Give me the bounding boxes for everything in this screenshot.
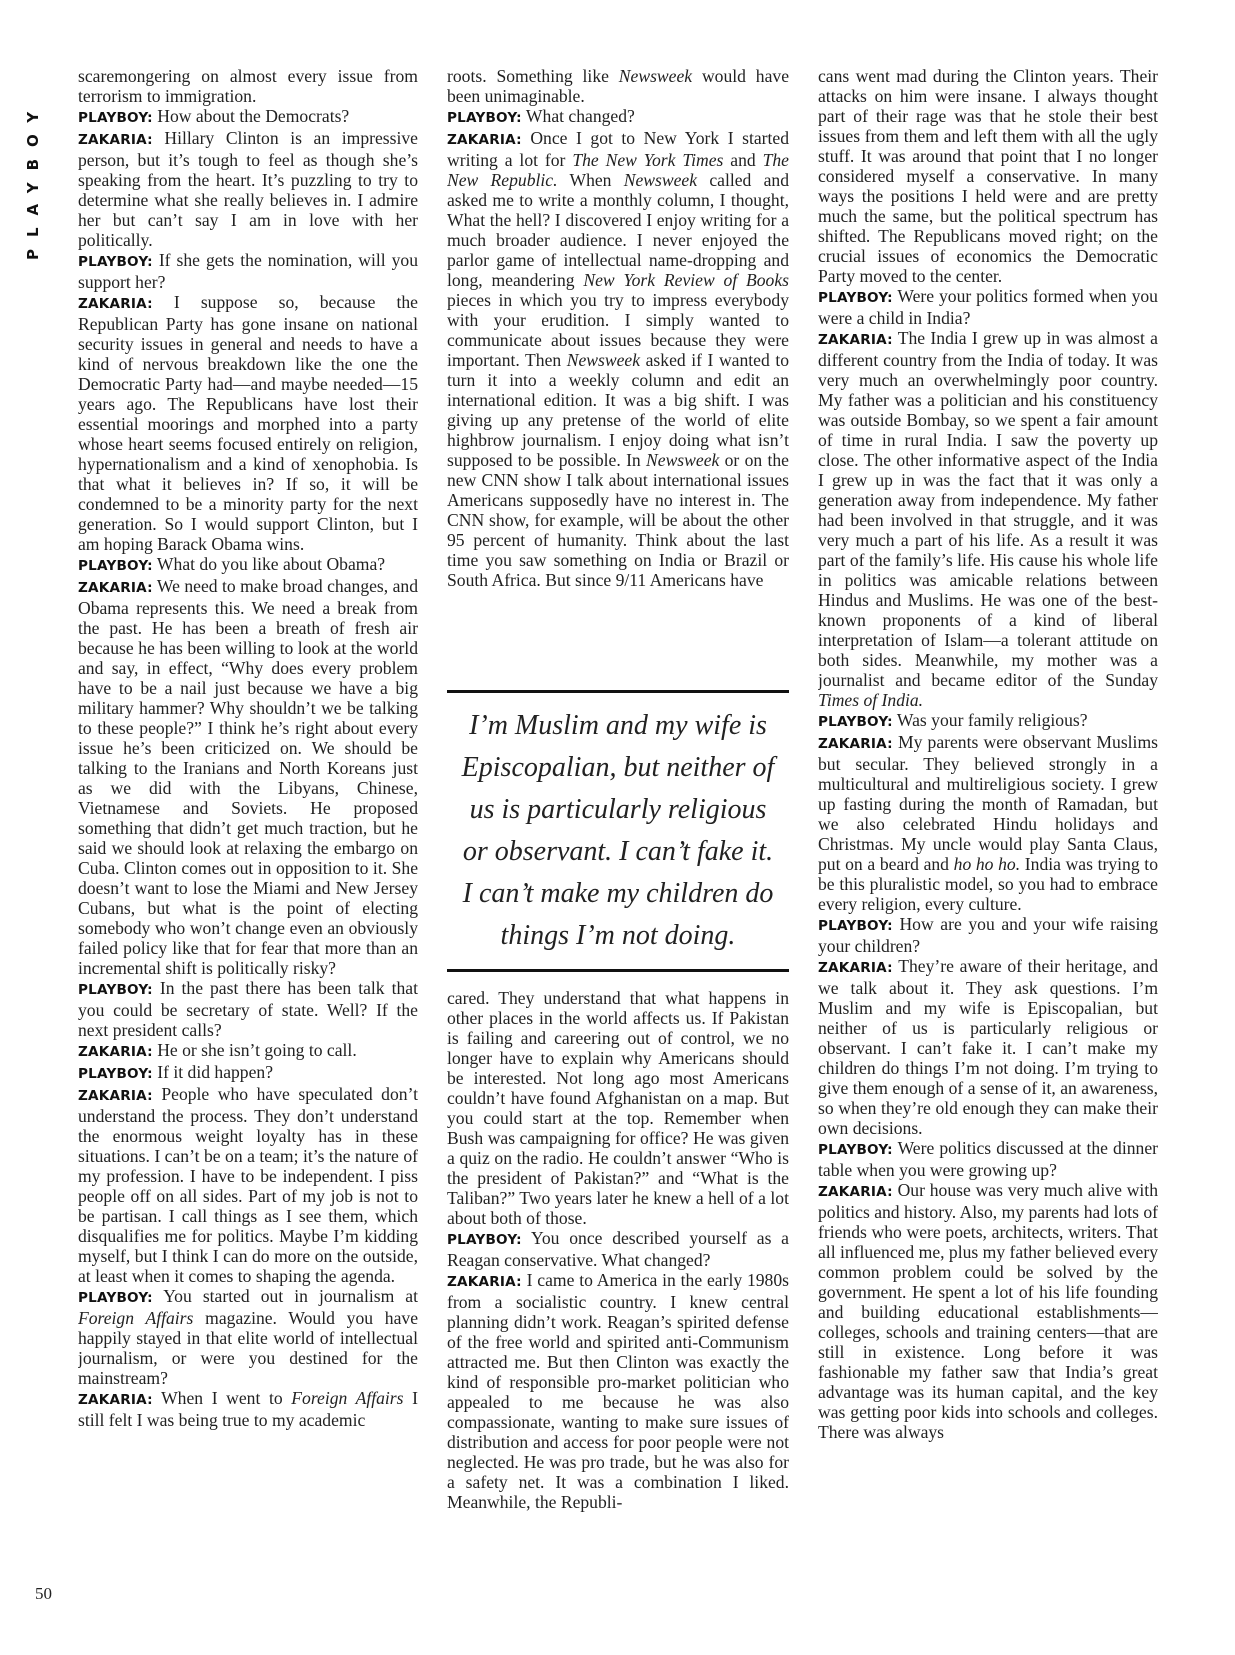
speaker-label: PLAYBOY:	[78, 558, 153, 574]
paragraph-text: They’re aware of their heritage, and we talk about it. They ask questions. I’m Muslim and my wife is Episcopalian, but neither of us is particularly religious or observant. I can’t fake it. I can’t make my children do things I’m not doing. I’m trying to give them enough of a sense of it, an awareness, so when they’re old enough they can make their own decisions.	[818, 956, 1158, 1138]
paragraph-text: Hillary Clinton is an impressive person, but it’s tough to feel as though she’s speaking from the heart. It’s puzzling to try to determine what she really believes in. I admire her but can’t say I am in love with her politically.	[78, 128, 418, 250]
speaker-label: ZAKARIA:	[78, 580, 153, 596]
interview-paragraph	[78, 1388, 418, 1430]
italic-title: ho ho ho.	[953, 854, 1021, 874]
interview-paragraph	[447, 106, 789, 128]
italic-title: Times of India.	[818, 690, 924, 710]
speaker-label: ZAKARIA:	[78, 296, 153, 312]
text-column-1	[78, 66, 418, 1596]
interview-paragraph	[78, 1040, 418, 1062]
interview-paragraph	[78, 250, 418, 292]
paragraph-text: scaremongering on almost every issue from terrorism to immigration.	[78, 66, 418, 106]
paragraph-text: I suppose so, because the Republican Party has gone insane on national security issues in general and needs to have a kind of nervous breakdown like the one the Democratic Party had—and maybe needed—15 years ago. The Republicans have lost their essential moorings and morphed into a party whose heart seems focused entirely on religion, hypernationalism and a kind of xenophobia. Is that what it believes in? If so, it will be condemned to be a minority party for the next generation. So I would support Clinton, but I am hoping Barack Obama wins.	[78, 292, 418, 554]
interview-paragraph	[818, 286, 1158, 328]
paragraph-text: would have been unimaginable.	[447, 66, 789, 106]
paragraph-text: People who have speculated don’t understand the process. They don’t understand the enormous weight loyalty has in these situations. I can’t be on a team; it’s the nature of my profession. I have to be independent. I piss people off on all sides. Part of my job is not to be partisan. I call things as I see them, which disqualifies me for politics. Maybe I’m kidding myself, but I think I can do more on the outside, at least when it comes to shaping the agenda.	[78, 1084, 418, 1286]
paragraph-text: If it did happen?	[157, 1062, 274, 1082]
speaker-label: ZAKARIA:	[447, 1274, 522, 1290]
paragraph-text: pieces in which you try to impress everybody with your erudition. I simply wanted to communicate about issues because they were important. Then	[447, 290, 789, 370]
paragraph-text: When	[557, 170, 624, 190]
pull-quote	[447, 690, 789, 972]
speaker-label: ZAKARIA:	[78, 1392, 153, 1408]
paragraph-text: I still felt I was being true to my academic	[78, 1388, 418, 1430]
speaker-label: PLAYBOY:	[447, 1232, 522, 1248]
italic-title: Newsweek	[566, 350, 641, 370]
interview-paragraph	[78, 128, 418, 250]
speaker-label: PLAYBOY:	[447, 110, 522, 126]
italic-title: New York Review of Books	[583, 270, 789, 290]
interview-paragraph	[818, 1180, 1158, 1442]
paragraph-text: If she gets the nomination, will you support her?	[78, 250, 418, 292]
paragraph-text: asked if I wanted to turn it into a weekly column and edit an international edition. It was a big shift. I was giving up any pretense of the world of elite highbrow journalism. I enjoy doing what isn’t supposed to be possible. In	[447, 350, 789, 470]
interview-paragraph	[78, 1062, 418, 1084]
speaker-label: ZAKARIA:	[818, 960, 893, 976]
paragraph-text: and	[723, 150, 763, 170]
italic-title: Newsweek	[623, 170, 698, 190]
page-number: 50	[35, 1584, 52, 1603]
text-column-2-bottom	[447, 988, 789, 1596]
italic-title: Foreign Affairs	[291, 1388, 404, 1408]
speaker-label: ZAKARIA:	[818, 736, 893, 752]
italic-title: Newsweek	[618, 66, 693, 86]
speaker-label: ZAKARIA:	[447, 132, 522, 148]
paragraph-text: How about the Democrats?	[157, 106, 350, 126]
paragraph-text: Were your politics formed when you were a child in India?	[818, 286, 1158, 328]
interview-paragraph	[818, 914, 1158, 956]
pull-quote-text: I’m Muslim and my wife is Episcopalian, but neither of us is particularly religious or observant. I can’t fake it. I can’t make my children do things I’m not doing.	[461, 710, 775, 951]
italic-title: The New York Times	[572, 150, 724, 170]
paragraph-text: cared. They understand that what happens in other places in the world affects us. If Pakistan is failing and careering out of control, we no longer have to explain why Americans should be interested. Not long ago most Americans couldn’t have found Afghanistan on a map. But you could start at the top. Remember when Bush was campaigning for office? He was given a quiz on the radio. He couldn’t answer “Who is the president of Pakistan?” and “What is the Taliban?” Two years later he knew a hell of a lot about both of those.	[447, 988, 789, 1228]
speaker-label: ZAKARIA:	[78, 1044, 153, 1060]
paragraph-text: Were politics discussed at the dinner table when you were growing up?	[818, 1138, 1158, 1180]
italic-title: The New Republic.	[447, 150, 789, 190]
interview-paragraph	[818, 328, 1158, 710]
interview-paragraph	[78, 554, 418, 576]
interview-paragraph	[78, 1286, 418, 1388]
interview-paragraph	[447, 1270, 789, 1512]
paragraph-text: We need to make broad changes, and Obama represents this. We need a break from the past. He has been a breath of fresh air because he has been willing to look at the world and say, in effect, “Why does every problem have to be a nail just because we have a big military hammer? Why shouldn’t we be talking to these people?” I think he’s right about every issue he’s been criticized on. We should be talking to the Iranians and North Koreans just as we did with the Libyans, Chinese, Vietnamese and Soviets. He proposed something that didn’t get much traction, but he said we should look at relaxing the embargo on Cuba. Clinton comes out in opposition to it. She doesn’t want to lose the Miami and New Jersey Cubans, but what is the point of electing somebody who won’t change even an obviously failed policy like that for fear that more than an incremental shift is politically risky?	[78, 576, 418, 978]
paragraph-text: called and asked me to write a monthly column, I thought, What the hell? I discovered I enjoy writing for a much broader audience. I never enjoyed the parlor game of intellectual name-dropping and long, meandering	[447, 170, 789, 290]
interview-paragraph	[818, 710, 1158, 732]
paragraph-text: Was your family religious?	[896, 710, 1088, 730]
interview-paragraph	[818, 732, 1158, 914]
paragraph-text: When I went to	[161, 1388, 292, 1408]
text-column-3	[818, 66, 1158, 1596]
paragraph-text: What changed?	[525, 106, 635, 126]
interview-paragraph	[447, 66, 789, 106]
italic-title: Newsweek	[646, 450, 720, 470]
italic-title: Foreign Affairs	[78, 1308, 194, 1328]
interview-paragraph	[78, 292, 418, 554]
speaker-label: PLAYBOY:	[818, 290, 893, 306]
interview-paragraph	[78, 106, 418, 128]
speaker-label: ZAKARIA:	[78, 1088, 153, 1104]
speaker-label: PLAYBOY:	[818, 714, 893, 730]
paragraph-text: cans went mad during the Clinton years. Their attacks on him were insane. I always thought part of their rage was that he stole their best issues from them and left them with all the ugly stuff. It was around that point that I no longer considered myself a conservative. In many ways the positions I held were and are pretty much the same, but the political spectrum has shifted. The Republicans moved right; on the crucial issues of economics the Democratic Party moved to the center.	[818, 66, 1158, 286]
interview-paragraph	[818, 1138, 1158, 1180]
interview-paragraph	[447, 988, 789, 1228]
paragraph-text: What do you like about Obama?	[156, 554, 386, 574]
paragraph-text: India was trying to be this pluralistic model, so you had to embrace every religion, every culture.	[818, 854, 1158, 914]
paragraph-text: In the past there has been talk that you could be secretary of state. Well? If the next president calls?	[78, 978, 418, 1040]
interview-paragraph	[78, 1084, 418, 1286]
paragraph-text: or on the new CNN show I talk about international issues Americans supposedly have no interest in. The CNN show, for example, will be about the other 95 percent of humanity. Think about the last time you saw something on India or Brazil or South Africa. But since 9/11 Americans have	[447, 450, 789, 590]
interview-paragraph	[447, 1228, 789, 1270]
paragraph-text: How are you and your wife raising your children?	[818, 914, 1158, 956]
speaker-label: PLAYBOY:	[78, 1066, 153, 1082]
paragraph-text: roots. Something like	[447, 66, 619, 86]
speaker-label: PLAYBOY:	[78, 982, 153, 998]
speaker-label: ZAKARIA:	[818, 1184, 893, 1200]
interview-paragraph	[447, 128, 789, 590]
speaker-label: PLAYBOY:	[78, 110, 153, 126]
paragraph-text: You started out in journalism at	[163, 1286, 418, 1306]
paragraph-text: The India I grew up in was almost a different country from the India of today. It was very much an overwhelmingly poor country. My father was a politician and his constituency was outside Bombay, so we spent a fair amount of time in rural India. I saw the poverty up close. The other informative aspect of the India I grew up in was the fact that it was only a generation away from independence. My father had been involved in that struggle, and it was very much a part of his life. As a result it was part of the family’s life. His cause his whole life in politics was amicable relations between Hindus and Muslims. He was one of the best-known proponents of a kind of liberal interpretation of Islam—a tolerant attitude on both sides. Meanwhile, my mother was a journalist and became editor of the Sunday	[818, 328, 1158, 690]
paragraph-text: Our house was very much alive with politics and history. Also, my parents had lots of friends who were poets, architects, writers. That all influenced me, plus my father believed every common problem could be solved by the government. He spent a lot of his life founding and building educational establishments—colleges, schools and training centers—that are still in existence. Long before it was fashionable my father saw that India’s great advantage was its human capital, and the key was getting poor kids into schools and colleges. There was always	[818, 1180, 1158, 1442]
paragraph-text: magazine. Would you have happily stayed in that elite world of intellectual journalism, or were you destined for the mainstream?	[78, 1308, 418, 1388]
paragraph-text: He or she isn’t going to call.	[157, 1040, 357, 1060]
paragraph-text: You once described yourself as a Reagan conservative. What changed?	[447, 1228, 789, 1270]
speaker-label: PLAYBOY:	[818, 918, 893, 934]
magazine-brand-vertical: PLAYBOY	[24, 99, 42, 260]
paragraph-text: Once I got to New York I started writing a lot for	[447, 128, 789, 170]
speaker-label: ZAKARIA:	[818, 332, 893, 348]
speaker-label: PLAYBOY:	[78, 1290, 153, 1306]
interview-paragraph	[78, 576, 418, 978]
interview-paragraph	[818, 66, 1158, 286]
speaker-label: PLAYBOY:	[818, 1142, 893, 1158]
interview-paragraph	[78, 978, 418, 1040]
speaker-label: ZAKARIA:	[78, 132, 153, 148]
paragraph-text: I came to America in the early 1980s from a socialistic country. I knew central planning didn’t work. Reagan’s spirited defense of the free world and spirited anti-Communism attracted me. But then Clinton was exactly the kind of responsible pro-market politician who appealed to me because he was also compassionate, wanting to make sure issues of distribution and access for poor people were not neglected. He was pro trade, but he was also for a safety net. It was a combination I liked. Meanwhile, the Republi-	[447, 1270, 789, 1512]
text-column-2-top	[447, 66, 789, 672]
interview-paragraph	[78, 66, 418, 106]
speaker-label: PLAYBOY:	[78, 254, 153, 270]
interview-paragraph	[818, 956, 1158, 1138]
paragraph-text: My parents were observant Muslims but secular. They believed strongly in a multicultural and multireligious society. I grew up fasting during the month of Ramadan, but we also celebrated Hindu holidays and Christmas. My uncle would play Santa Claus, put on a beard and	[818, 732, 1158, 874]
